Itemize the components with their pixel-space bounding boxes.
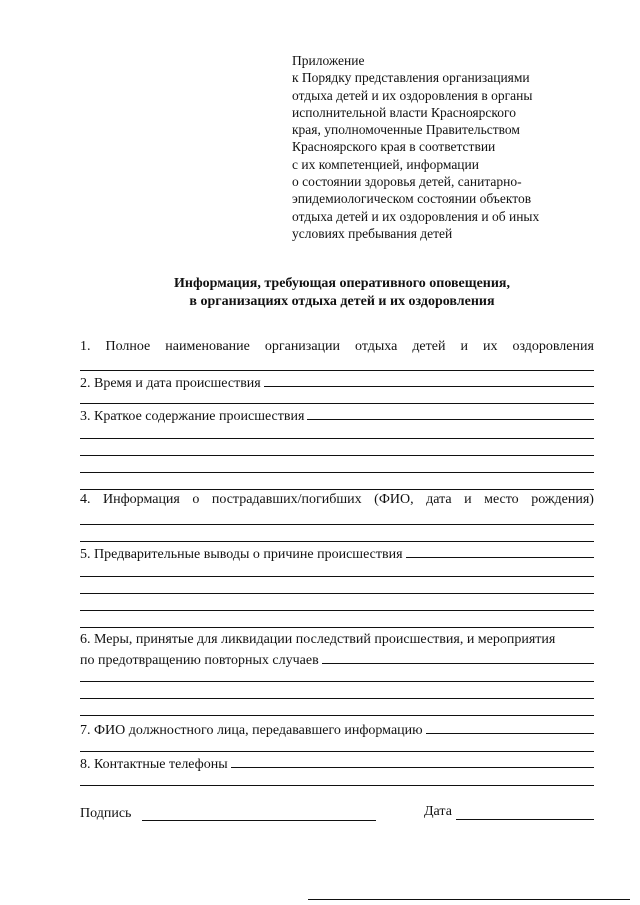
appendix-block	[292, 52, 592, 242]
field-8-blank[interactable]	[231, 754, 594, 768]
field-3-row	[80, 406, 594, 425]
field-3-blank-line[interactable]	[80, 455, 594, 456]
date-label: Дата	[424, 804, 452, 819]
field-6-blank-line[interactable]	[80, 681, 594, 682]
appendix-line: Красноярского края в соответствии	[292, 139, 496, 155]
appendix-line: исполнительной власти Красноярского	[292, 104, 516, 120]
signature-label: Подпись	[80, 806, 132, 821]
field-1-word: Полное	[105, 339, 151, 354]
field-3-blank[interactable]	[307, 406, 594, 420]
field-7-blank[interactable]	[426, 720, 594, 734]
appendix-line: отдыха детей и их оздоровления и об иных	[292, 208, 540, 224]
field-4-word: (ФИО,	[374, 492, 414, 507]
field-2-blank[interactable]	[264, 373, 594, 387]
field-5-blank[interactable]	[406, 544, 594, 558]
field-6-row	[80, 650, 594, 669]
field-1-word: 1.	[80, 339, 91, 354]
field-4-blank-line[interactable]	[80, 524, 594, 525]
field-1-word: их	[482, 339, 498, 354]
field-5-blank-line[interactable]	[80, 610, 594, 611]
field-6-blank-line[interactable]	[80, 698, 594, 699]
document-title-line-1: Информация, требующая оперативного оповещения,	[174, 276, 510, 291]
field-2-row	[80, 373, 594, 392]
field-1-blank-line[interactable]	[80, 370, 594, 371]
appendix-line: Приложение	[292, 53, 365, 68]
field-3-label: 3. Краткое содержание происшествия	[80, 409, 305, 424]
field-4-word: пострадавших/погибших	[211, 492, 362, 507]
document-title-line-2: в организациях отдыха детей и их оздоровления	[189, 294, 495, 309]
field-4-word: о	[192, 492, 200, 507]
field-4-word: 4.	[80, 492, 91, 507]
field-5-blank-line[interactable]	[80, 593, 594, 594]
appendix-line: к Порядку представления организациями	[292, 70, 530, 86]
field-1-word: оздоровления	[512, 339, 594, 354]
field-1-word: организации	[264, 339, 341, 354]
field-5-label: 5. Предварительные выводы о причине происшествия	[80, 547, 403, 562]
field-6-blank-line[interactable]	[80, 715, 594, 716]
field-5-blank-line[interactable]	[80, 627, 594, 628]
field-6-label-line-2: по предотвращению повторных случаев	[80, 653, 319, 668]
appendix-line: с их компетенцией, информации	[292, 156, 479, 172]
field-8-label: 8. Контактные телефоны	[80, 757, 228, 772]
appendix-line: края, уполномоченные Правительством	[292, 122, 520, 138]
field-4-word: Информация	[103, 492, 180, 507]
field-3-blank-line[interactable]	[80, 438, 594, 439]
signature-line[interactable]	[142, 820, 376, 821]
field-8-blank-line[interactable]	[80, 785, 594, 786]
field-2-label: 2. Время и дата происшествия	[80, 376, 261, 391]
field-1-word: наименование	[165, 339, 250, 354]
field-4-label	[80, 492, 594, 508]
field-6-label-line-1: 6. Меры, принятые для ликвидации последствий происшествия, и мероприятия	[80, 632, 556, 647]
field-4-word: рождения)	[531, 492, 594, 507]
field-5-row	[80, 544, 594, 563]
field-7-row	[80, 720, 594, 739]
field-7-blank-line[interactable]	[80, 751, 594, 752]
field-3-blank-line[interactable]	[80, 489, 594, 490]
appendix-line: отдыха детей и их оздоровления в органы	[292, 87, 533, 103]
field-1-label	[80, 339, 594, 355]
field-7-label: 7. ФИО должностного лица, передававшего информацию	[80, 723, 423, 738]
field-4-blank-line[interactable]	[80, 541, 594, 542]
field-1-word: и	[460, 339, 468, 354]
field-2-blank-line[interactable]	[80, 403, 594, 404]
field-4-word: и	[464, 492, 472, 507]
appendix-line: о состоянии здоровья детей, санитарно-	[292, 174, 522, 190]
field-6-blank[interactable]	[322, 650, 594, 664]
field-8-row	[80, 754, 594, 773]
field-4-word: дата	[426, 492, 452, 507]
appendix-line: условиях пребывания детей	[292, 225, 453, 241]
appendix-line: эпидемиологическом состоянии объектов	[292, 191, 532, 207]
date-line[interactable]	[456, 819, 594, 820]
field-3-blank-line[interactable]	[80, 472, 594, 473]
footer-divider	[308, 899, 630, 900]
field-1-word: отдыха	[355, 339, 398, 354]
field-1-word: детей	[412, 339, 446, 354]
field-4-word: место	[484, 492, 519, 507]
field-5-blank-line[interactable]	[80, 576, 594, 577]
